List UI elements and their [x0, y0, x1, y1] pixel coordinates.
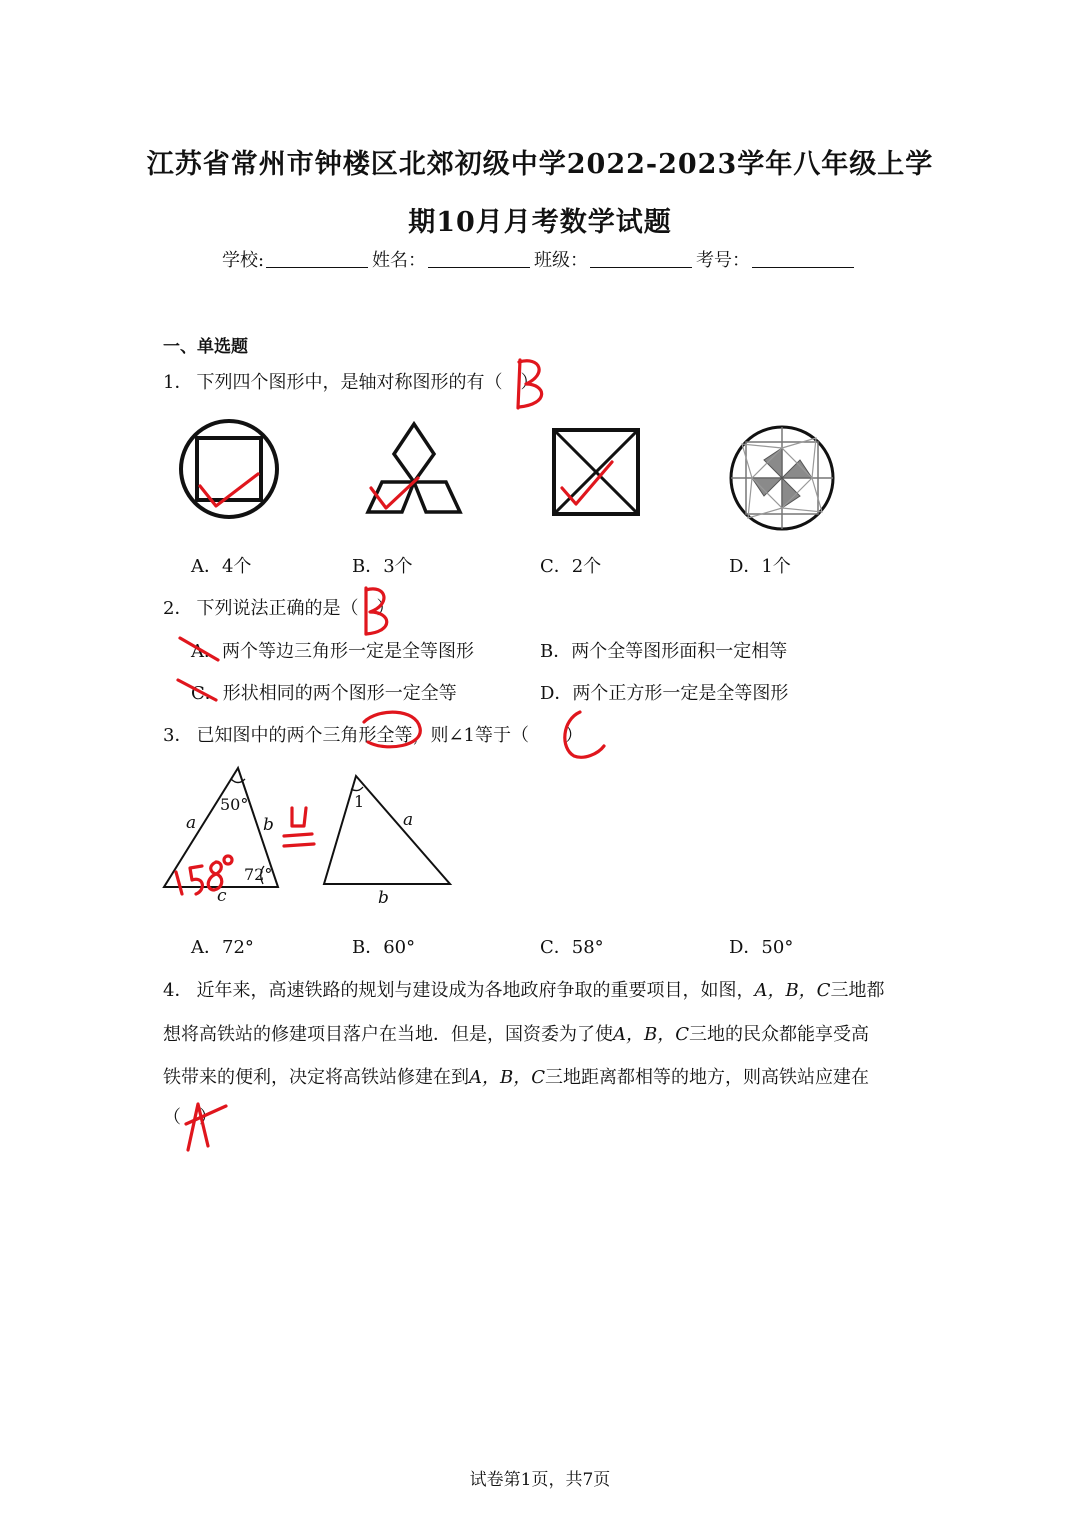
question-3-number: 3．	[163, 725, 193, 746]
handwritten-c-q3	[565, 712, 604, 757]
name-label: 姓名：	[372, 250, 427, 271]
handwritten-b-q1	[518, 360, 542, 408]
t1-side-c-label: c	[217, 886, 227, 906]
question-4-line2-post: 三地的民众都能享受高	[689, 1024, 869, 1045]
t2-angle-label: 1	[354, 792, 365, 811]
checkmark-fig3	[562, 462, 612, 504]
question-4-abc-2: A，B，C	[613, 1024, 689, 1045]
t1-side-b-label: b	[263, 815, 274, 835]
q3-option-d[interactable]: D．50°	[729, 937, 794, 958]
t2-side-b-label: b	[378, 888, 389, 908]
q1-option-a[interactable]: A．4个	[191, 556, 252, 577]
cross-out-c	[178, 680, 216, 700]
question-4-abc-1: A，B，C	[754, 980, 831, 1001]
handwritten-a-q4	[186, 1104, 226, 1150]
q1-option-b[interactable]: B．3个	[352, 556, 413, 577]
handwritten-congruent-mark	[284, 808, 314, 846]
number-label: 考号：	[696, 250, 751, 271]
checkmark-fig2	[371, 478, 418, 508]
page-footer: 试卷第1页，共7页	[469, 1470, 611, 1490]
circle-mark	[364, 712, 420, 747]
question-4-line1-pre: 近年来，高速铁路的规划与建设成为各地政府争取的重要项目，如图，	[196, 980, 755, 1001]
question-4-line1-post: 三地都	[830, 980, 885, 1001]
school-label: 学校:	[221, 250, 265, 271]
q2-option-d[interactable]: D．两个正方形一定是全等图形	[540, 683, 789, 704]
page-title-line1: 江苏省常州市钟楼区北郊初级中学2022-2023学年八年级上学	[146, 149, 934, 180]
q1-option-d[interactable]: D．1个	[729, 556, 791, 577]
q1-option-c[interactable]: C．2个	[540, 556, 602, 577]
handwritten-158	[176, 856, 232, 894]
question-4-line4: （ ）	[163, 1107, 217, 1128]
question-3-text: 已知图中的两个三角形全等，则∠1等于（ ）	[196, 725, 583, 746]
question-1-text: 下列四个图形中，是轴对称图形的有（ ）	[196, 372, 539, 393]
q2-option-b[interactable]: B．两个全等图形面积一定相等	[540, 641, 788, 662]
section-header: 一、单选题	[163, 337, 248, 357]
q3-option-a[interactable]: A．72°	[191, 937, 254, 958]
q2-option-a[interactable]: A．两个等边三角形一定是全等图形	[191, 641, 474, 662]
question-4-line2-pre: 想将高铁站的修建项目落户在当地．但是，国资委为了使	[163, 1024, 613, 1045]
question-2-text: 下列说法正确的是（ ）	[196, 598, 395, 619]
question-4-abc-3: A，B，C	[469, 1067, 545, 1088]
cross-out-a	[180, 638, 218, 660]
question-4-line3-post: 三地距离都相等的地方，则高铁站应建在	[545, 1067, 869, 1088]
question-4-number: 4．	[163, 980, 193, 1001]
class-label: 班级：	[534, 250, 589, 271]
q3-option-c[interactable]: C．58°	[540, 937, 604, 958]
page-title-line2: 期10月月考数学试题	[408, 207, 672, 238]
question-4-line3-pre: 铁带来的便利，决定将高铁站修建在到	[163, 1067, 469, 1088]
t1-angle-right-label: 72°	[244, 865, 273, 884]
question-1-number: 1．	[163, 372, 193, 393]
t1-side-a-label: a	[186, 813, 197, 833]
t1-angle-top-label: 50°	[220, 795, 249, 814]
question-2-number: 2．	[163, 598, 193, 619]
handwritten-b-q2	[366, 588, 387, 634]
t2-side-a-label: a	[403, 810, 414, 830]
checkmark-fig1	[200, 474, 258, 506]
q2-option-c[interactable]: C．形状相同的两个图形一定全等	[191, 683, 457, 704]
q3-option-b[interactable]: B．60°	[352, 937, 416, 958]
